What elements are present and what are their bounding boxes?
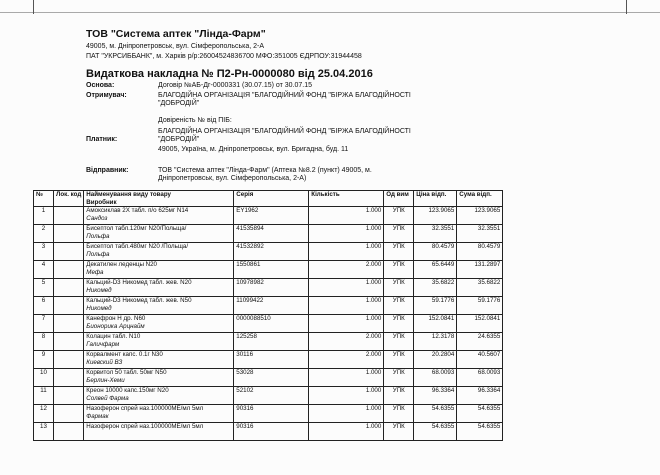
basis-label: Основа: (86, 82, 115, 89)
table-row (34, 387, 503, 405)
scan-mark-right (626, 0, 627, 14)
row-sum: 152.0841 (457, 315, 503, 333)
row-sum: 24.6355 (457, 333, 503, 351)
product-name: Бисептол табл.120мг N20/Польща/ (86, 225, 187, 233)
header-code: Лок. код (54, 191, 84, 207)
row-price: 32.3551 (414, 225, 457, 243)
company-address: 49005, м. Дніпропетровськ, вул. Сімферопольська, 2-А (86, 43, 265, 50)
row-series: 10978982 (234, 279, 309, 297)
product-name: Канефрон Н др. N60 (86, 315, 146, 323)
row-quantity: 1.000 (309, 297, 384, 315)
row-series: 0000088510 (234, 315, 309, 333)
row-sum: 96.3364 (457, 387, 503, 405)
row-series: 30116 (234, 351, 309, 369)
row-product (84, 279, 234, 297)
row-number: 12 (34, 405, 54, 423)
row-series: 52102 (234, 387, 309, 405)
row-unit: УПК (384, 261, 414, 279)
header-series: Серія (234, 191, 309, 207)
row-product (84, 243, 234, 261)
payer-line-3: 49005, Україна, м. Дніпропетровськ, вул. Бригадна, буд. 11 (158, 146, 349, 153)
product-maker: Польфа (86, 232, 110, 240)
row-code (54, 423, 84, 441)
row-quantity: 1.000 (309, 243, 384, 261)
product-name: Колацин табл. N10 (86, 333, 141, 341)
header-maker-label: Виробник (86, 198, 117, 206)
table-row (34, 279, 503, 297)
row-series: 53028 (234, 369, 309, 387)
row-series: 90316 (234, 405, 309, 423)
company-name: ТОВ "Система аптек "Лінда-Фарм" (86, 28, 266, 40)
product-name: Декатилен леденцы N20 (86, 261, 157, 269)
scan-edge-top (0, 12, 660, 13)
header-price: Ціна відп. (414, 191, 457, 207)
product-maker: Польфа (86, 250, 110, 258)
row-unit: УПК (384, 207, 414, 225)
row-code (54, 369, 84, 387)
row-quantity: 1.000 (309, 315, 384, 333)
row-unit: УПК (384, 351, 414, 369)
row-number: 6 (34, 297, 54, 315)
document-title: Видаткова накладна № П2-Рн-0000080 від 25.04.2016 (86, 68, 373, 80)
row-unit: УПК (384, 315, 414, 333)
row-quantity: 1.000 (309, 369, 384, 387)
product-maker: Никомед (86, 304, 112, 312)
row-price: 123.9065 (414, 207, 457, 225)
receiver-line-2: "ДОБРОДІЙ" (158, 100, 200, 107)
row-price: 59.1776 (414, 297, 457, 315)
row-sum: 54.6355 (457, 405, 503, 423)
row-product (84, 225, 234, 243)
table-row (34, 261, 503, 279)
row-unit: УПК (384, 423, 414, 441)
row-quantity: 2.000 (309, 333, 384, 351)
row-number: 5 (34, 279, 54, 297)
row-series: 1550861 (234, 261, 309, 279)
row-product (84, 207, 234, 225)
row-product (84, 423, 234, 441)
row-price: 12.3178 (414, 333, 457, 351)
table-row (34, 315, 503, 333)
table-row (34, 369, 503, 387)
header-name-label: Найменування виду товару (86, 191, 171, 198)
row-price: 54.6355 (414, 405, 457, 423)
row-sum: 35.6822 (457, 279, 503, 297)
row-unit: УПК (384, 225, 414, 243)
product-name: Назоферон спрей наз.100000МЕ/мл 5мл (86, 423, 204, 431)
row-unit: УПК (384, 405, 414, 423)
table-row (34, 297, 503, 315)
product-maker: Сандоз (86, 214, 108, 222)
row-code (54, 333, 84, 351)
row-product (84, 387, 234, 405)
row-price: 152.0841 (414, 315, 457, 333)
product-name: Бисептол табл.480мг N20 /Польща/ (86, 243, 189, 251)
row-price: 35.6822 (414, 279, 457, 297)
header-num: № (34, 191, 54, 207)
table-row (34, 351, 503, 369)
row-product (84, 261, 234, 279)
row-unit: УПК (384, 243, 414, 261)
row-number: 13 (34, 423, 54, 441)
header-unit: Од вим (384, 191, 414, 207)
row-number: 11 (34, 387, 54, 405)
row-unit: УПК (384, 297, 414, 315)
sender-label: Відправник: (86, 167, 129, 174)
row-quantity: 2.000 (309, 261, 384, 279)
row-sum: 59.1776 (457, 297, 503, 315)
row-unit: УПК (384, 387, 414, 405)
row-price: 68.0093 (414, 369, 457, 387)
items-table (33, 190, 503, 441)
table-row (34, 333, 503, 351)
product-maker: Галичфарм (86, 340, 120, 348)
row-price: 96.3364 (414, 387, 457, 405)
row-price: 65.6449 (414, 261, 457, 279)
row-price: 20.2804 (414, 351, 457, 369)
product-name: Креон 10000 капс.150мг N20 (86, 387, 169, 395)
row-sum: 80.4579 (457, 243, 503, 261)
row-code (54, 207, 84, 225)
row-number: 1 (34, 207, 54, 225)
row-code (54, 279, 84, 297)
row-series: 41535894 (234, 225, 309, 243)
row-sum: 54.6355 (457, 423, 503, 441)
table-row (34, 243, 503, 261)
payer-line-1: БЛАГОДІЙНА ОРГАНІЗАЦІЯ "БЛАГОДІЙНИЙ ФОНД "БІРЖА БЛАГОДІЙНОСТІ (158, 128, 411, 135)
row-code (54, 243, 84, 261)
product-name: Корвалмент капс. 0.1г N30 (86, 351, 163, 359)
scan-mark-left (33, 0, 34, 14)
row-number: 8 (34, 333, 54, 351)
row-product (84, 297, 234, 315)
row-code (54, 315, 84, 333)
row-sum: 68.0093 (457, 369, 503, 387)
row-quantity: 2.000 (309, 351, 384, 369)
company-bank-details: ПАТ "УКРСИББАНК", м. Харків р/р:26004524836700 МФО:351005 ЄДРПОУ:31944458 (86, 53, 362, 60)
row-series: EY1962 (234, 207, 309, 225)
row-series: 11099422 (234, 297, 309, 315)
header-qty: Кількість (309, 191, 384, 207)
row-number: 9 (34, 351, 54, 369)
row-series: 41532892 (234, 243, 309, 261)
row-code (54, 297, 84, 315)
row-quantity: 1.000 (309, 387, 384, 405)
table-row (34, 225, 503, 243)
row-code (54, 351, 84, 369)
row-product (84, 405, 234, 423)
product-maker: Никомед (86, 286, 112, 294)
sender-line-2: Дніпропетровськ, вул. Сімферопольська, 2-А) (158, 175, 307, 182)
row-code (54, 261, 84, 279)
row-unit: УПК (384, 279, 414, 297)
product-name: Кальций-D3 Никомед табл. жев. N20 (86, 279, 192, 287)
table-header-row (34, 191, 503, 207)
row-number: 2 (34, 225, 54, 243)
sender-line-1: ТОВ "Система аптек "Лінда-Фарм" (Аптека №8.2 (пункт) 49005, м. (158, 167, 372, 174)
row-sum: 40.5607 (457, 351, 503, 369)
table-row (34, 423, 503, 441)
row-number: 4 (34, 261, 54, 279)
product-name: Корвитол 50 табл. 50мг N50 (86, 369, 167, 377)
row-price: 54.6355 (414, 423, 457, 441)
row-product (84, 351, 234, 369)
payer-label: Платник: (86, 136, 118, 143)
row-code (54, 405, 84, 423)
header-sum: Сума відп. (457, 191, 503, 207)
receiver-label: Отримувач: (86, 92, 127, 99)
row-sum: 32.3551 (457, 225, 503, 243)
row-unit: УПК (384, 369, 414, 387)
payer-line-2: "ДОБРОДІЙ" (158, 136, 200, 143)
row-product (84, 315, 234, 333)
row-number: 3 (34, 243, 54, 261)
product-maker: Берлин-Хеми (86, 376, 125, 384)
row-quantity: 1.000 (309, 207, 384, 225)
product-name: Назоферон спрей наз.100000МЕ/мл 5мл (86, 405, 204, 413)
row-quantity: 1.000 (309, 405, 384, 423)
product-maker: Бионорика Арцнайм (86, 322, 145, 330)
proxy-line: Довіреність № від ПІБ: (158, 117, 232, 124)
row-quantity: 1.000 (309, 423, 384, 441)
row-quantity: 1.000 (309, 225, 384, 243)
table-row (34, 405, 503, 423)
row-number: 10 (34, 369, 54, 387)
row-price: 80.4579 (414, 243, 457, 261)
product-maker: Солвей Фарма (86, 394, 129, 402)
row-product (84, 369, 234, 387)
table-row (34, 207, 503, 225)
row-code (54, 387, 84, 405)
basis-value: Договір №АБ-Дг-0000331 (30.07.15) от 30.07.15 (158, 82, 313, 89)
receiver-line-1: БЛАГОДІЙНА ОРГАНІЗАЦІЯ "БЛАГОДІЙНИЙ ФОНД "БІРЖА БЛАГОДІЙНОСТІ (158, 92, 411, 99)
row-sum: 123.9065 (457, 207, 503, 225)
row-code (54, 225, 84, 243)
product-name: Амоксиклав 2X табл. п/о 625мг N14 (86, 207, 189, 215)
row-number: 7 (34, 315, 54, 333)
row-series: 125258 (234, 333, 309, 351)
row-unit: УПК (384, 333, 414, 351)
product-maker: Мефа (86, 268, 104, 276)
row-sum: 131.2897 (457, 261, 503, 279)
row-quantity: 1.000 (309, 279, 384, 297)
product-maker: Киевский ВЗ (86, 358, 123, 366)
header-name (84, 191, 234, 207)
product-name: Кальций-D3 Никомед табл. жев. N50 (86, 297, 192, 305)
product-maker: Фармак (86, 412, 109, 420)
row-product (84, 333, 234, 351)
row-series: 90316 (234, 423, 309, 441)
